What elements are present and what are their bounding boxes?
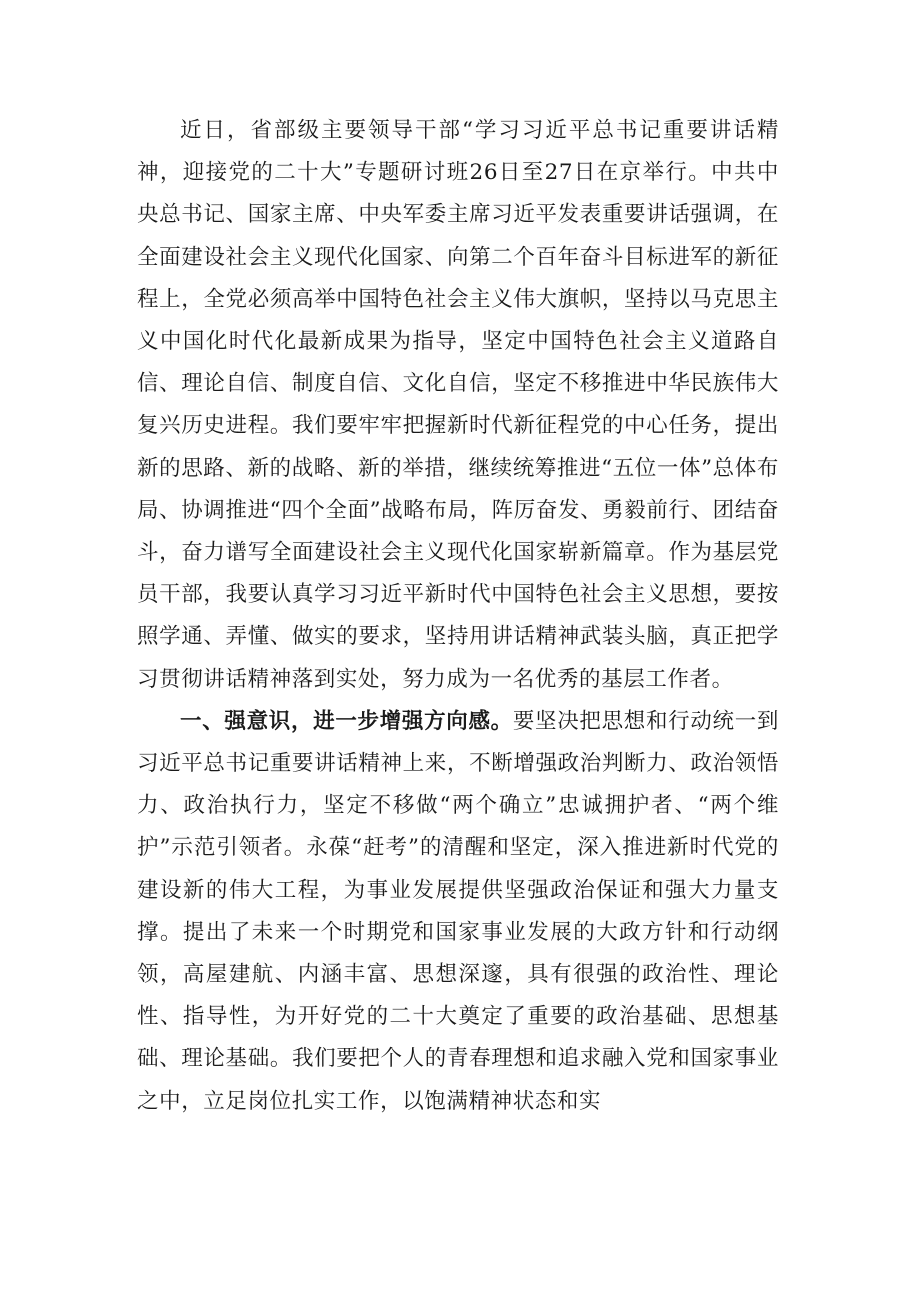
paragraph-intro-text: 近日，省部级主要领导干部“学习习近平总书记重要讲话精神，迎接党的二十大”专题研讨班26日至27日在京举行。中共中央总书记、国家主席、中央军委主席习近平发表重要讲话强调，在全面建设社会主义现代化国家、向第二个百年奋斗目标进军的新征程上，全党必须高举中国特色社会主义伟大旗帜，坚持以马克思主义中国化时代化最新成果为指导，坚定中国特色社会主义道路自信、理论自信、制度自信、文化自信，坚定不移推进中华民族伟大复兴历史进程。我们要牢牢把握新时代新征程党的中心任务，提出新的思路、新的战略、新的举措，继续统筹推进“五位一体”总体布局、协调推进“四个全面”战略布局，阵厉奋发、勇毅前行、团结奋斗，奋力谱写全面建设社会主义现代化国家崭新篇章。作为基层党员干部，我要认真学习习近平新时代中国特色社会主义思想，要按照学通、弄懂、做实的要求，坚持用讲话精神武装头脑，真正把学习贯彻讲话精神落到实处，努力成为一名优秀的基层工作者。 <box>137 118 779 692</box>
paragraph-intro <box>137 110 779 701</box>
document-body <box>137 110 779 1123</box>
paragraph-section-one-text: 要坚决把思想和行动统一到习近平总书记重要讲话精神上来，不断增强政治判断力、政治领悟力、政治执行力，坚定不移做“两个确立”忠诚拥护者、“两个维护”示范引领者。永葆“赶考”的清醒和坚定，深入推进新时代党的建设新的伟大工程，为事业发展提供坚强政治保证和强大力量支撑。提出了未来一个时期党和国家事业发展的大政方针和行动纲领，高屋建航、内涵丰富、思想深邃，具有很强的政治性、理论性、指导性，为开好党的二十大奠定了重要的政治基础、思想基础、理论基础。我们要把个人的青春理想和追求融入党和国家事业之中，立足岗位扎实工作，以饱满精神状态和实 <box>137 708 779 1114</box>
section-one-heading: 一、强意识，进一步增强方向感。 <box>180 708 513 734</box>
paragraph-section-one <box>137 701 779 1123</box>
